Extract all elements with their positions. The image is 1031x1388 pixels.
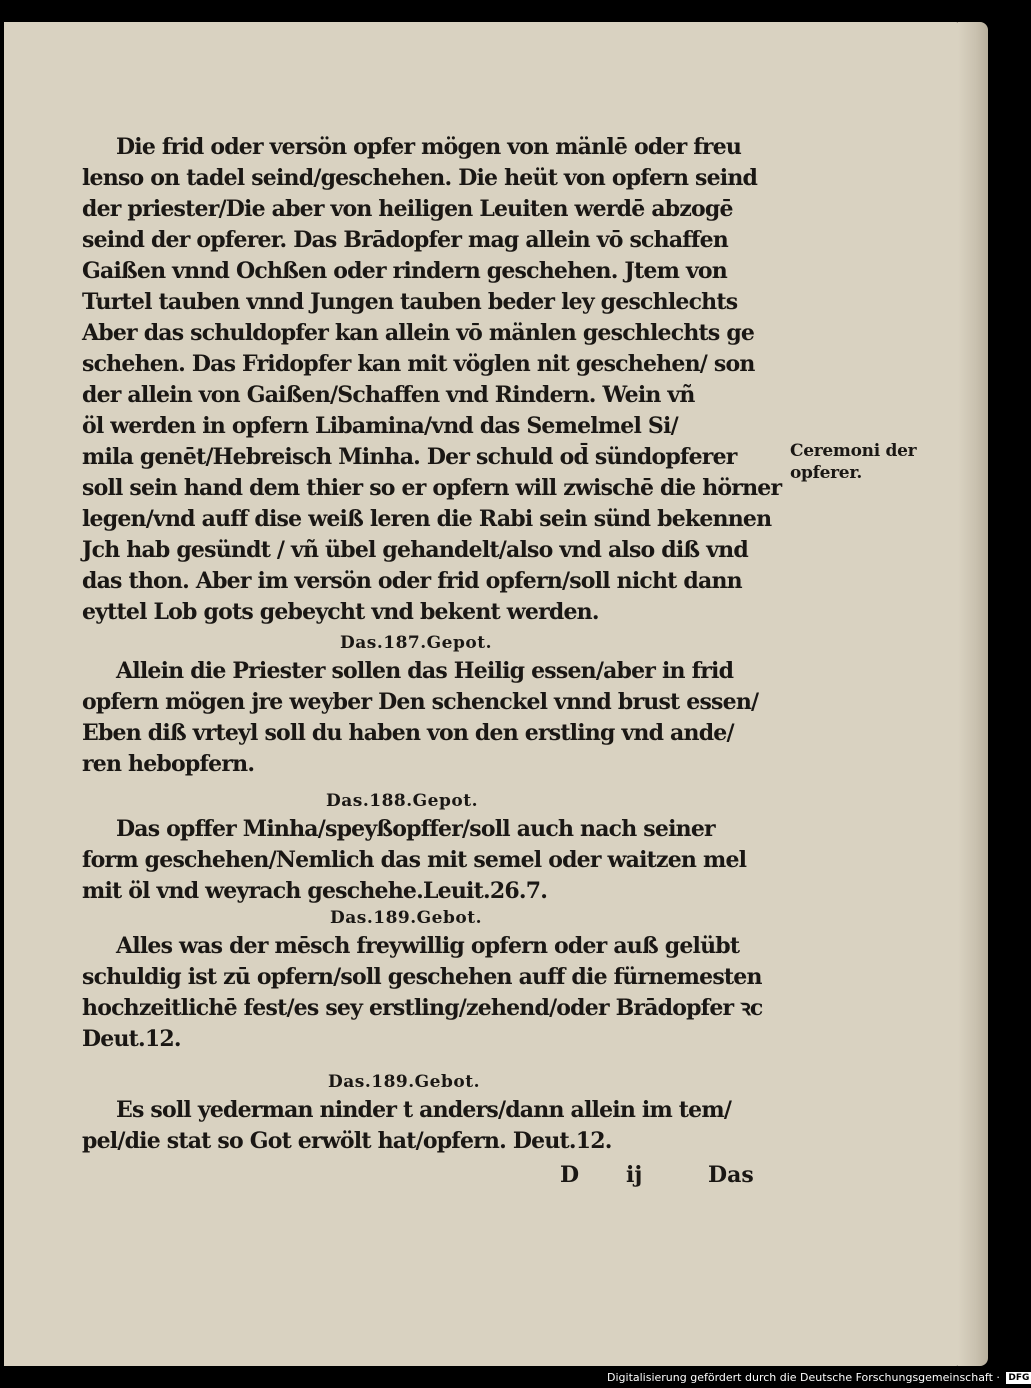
- text-line: mit öl vnd weyrach geschehe.Leuit.26.7.: [82, 878, 548, 904]
- text-line: der priester/Die aber von heiligen Leuiten werdē abzogē: [82, 196, 733, 222]
- paragraph-1: [82, 132, 782, 628]
- digitization-credit: [607, 1370, 1031, 1386]
- text-line: legen/vnd auff dise weiß leren die Rabi sein sünd bekennen: [82, 506, 772, 532]
- margin-note-line: opferer.: [790, 463, 863, 483]
- commandment-heading: Das.187.Gepot.: [340, 633, 492, 653]
- text-line: Allein die Priester sollen das Heilig essen/aber in frid: [116, 658, 734, 684]
- text-line: Das opffer Minha/speyßopffer/soll auch nach seiner: [116, 816, 715, 842]
- margin-note: [790, 440, 940, 484]
- paragraph-2: [82, 656, 782, 780]
- margin-note-line: Ceremoni der: [790, 441, 917, 461]
- catchword: Das: [708, 1162, 754, 1188]
- text-line: ren hebopfern.: [82, 751, 255, 777]
- commandment-heading: Das.189.Gebot.: [328, 1072, 480, 1092]
- text-line: das thon. Aber im versön oder frid opfern/soll nicht dann: [82, 568, 742, 594]
- text-line: schuldig ist zū opfern/soll geschehen auff die fürnemesten: [82, 964, 762, 990]
- dfg-logo: DFG: [1008, 1373, 1030, 1383]
- text-line: Alles was der mēsch freywillig opfern oder auß gelübt: [116, 933, 740, 959]
- text-line: Eben diß vrteyl soll du haben von den erstling vnd ande/: [82, 720, 734, 746]
- signature-mark: D: [560, 1162, 580, 1188]
- text-line: Gaißen vnnd Ochßen oder rindern geschehen. Jtem von: [82, 258, 727, 284]
- text-line: Turtel tauben vnnd Jungen tauben beder ley geschlechts: [82, 289, 738, 315]
- text-line: Jch hab gesündt / vñ übel gehandelt/also vnd also diß vnd: [82, 537, 748, 563]
- text-line: eyttel Lob gots gebeycht vnd bekent werden.: [82, 599, 599, 625]
- text-line: lenso on tadel seind/geschehen. Die heüt von opfern seind: [82, 165, 758, 191]
- text-line: Die frid oder versön opfer mögen von mänlē oder freu: [116, 134, 742, 160]
- text-line: Es soll yederman ninder t anders/dann allein im tem/: [116, 1097, 732, 1123]
- text-line: Aber das schuldopfer kan allein vō mänlen geschlechts ge: [82, 320, 755, 346]
- credit-text: Digitalisierung gefördert durch die Deutsche Forschungsgemeinschaft ·: [607, 1371, 1000, 1384]
- paragraph-4: [82, 931, 782, 1055]
- text-line: seind der opferer. Das Brādopfer mag allein vō schaffen: [82, 227, 728, 253]
- text-line: soll sein hand dem thier so er opfern will zwischē die hörner: [82, 475, 782, 501]
- text-line: hochzeitlichē fest/es sey erstling/zehend/oder Brādopfer ꝛc: [82, 995, 763, 1021]
- page-footer: [560, 1162, 770, 1196]
- commandment-heading: Das.189.Gebot.: [330, 908, 482, 928]
- text-line: schehen. Das Fridopfer kan mit vöglen nit geschehen/ son: [82, 351, 755, 377]
- text-line: pel/die stat so Got erwölt hat/opfern. Deut.12.: [82, 1128, 612, 1154]
- paragraph-5: [82, 1095, 782, 1157]
- text-line: mila genēt/Hebreisch Minha. Der schuld od̄ sündopferer: [82, 444, 737, 470]
- commandment-heading: Das.188.Gepot.: [326, 791, 478, 811]
- text-line: der allein von Gaißen/Schaffen vnd Rindern. Wein vñ: [82, 382, 695, 408]
- main-text-block: [82, 132, 782, 1157]
- text-line: Deut.12.: [82, 1026, 181, 1052]
- page-edge: [958, 22, 988, 1366]
- text-line: opfern mögen jre weyber Den schenckel vnnd brust essen/: [82, 689, 759, 715]
- signature-number: ij: [626, 1162, 643, 1188]
- paragraph-3: [82, 814, 782, 907]
- text-line: form geschehen/Nemlich das mit semel oder waitzen mel: [82, 847, 747, 873]
- text-line: öl werden in opfern Libamina/vnd das Semelmel Si/: [82, 413, 678, 439]
